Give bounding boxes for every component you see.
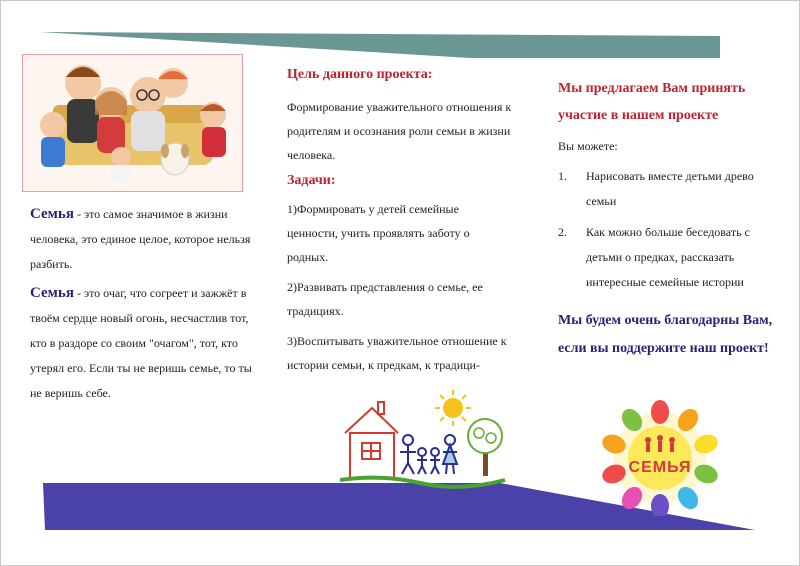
goal-heading: Цель данного проекта:	[287, 67, 433, 82]
family-term: Семья	[30, 285, 74, 301]
list-number: 1.	[558, 169, 567, 183]
list-number: 2.	[558, 225, 567, 239]
goal-text: Формирование уважительного отношения к родителям и осознания роли семьи в жизни человека.	[287, 100, 512, 162]
family-term: Семья	[30, 206, 74, 222]
task-item: 1)Формировать у детей семейные ценности, учить проявлять заботу о родных.	[287, 202, 470, 264]
invitation-heading: Мы предлагаем Вам принять участие в нашем проекте	[558, 81, 746, 123]
thanks-text: Мы будем очень благодарны Вам, если вы поддержите наш проект!	[558, 313, 773, 356]
task-item: 2)Развивать представления о семье, ее традициях.	[287, 280, 483, 318]
family-definition-2	[30, 281, 252, 406]
intro-text: Вы можете:	[558, 139, 618, 153]
house-drawing-icon	[345, 402, 398, 478]
tree-drawing-icon	[468, 419, 502, 476]
suggestions-list	[558, 164, 776, 295]
family-dolls-photo	[22, 54, 243, 192]
tasks-heading: Задачи:	[287, 173, 336, 188]
sun-drawing-icon	[435, 390, 471, 426]
column-2	[287, 67, 512, 383]
family-definition-text: - это самое значимое в жизни человека, это единое целое, которое нельзя разбить.	[30, 207, 251, 271]
task-item: 3)Воспитывать уважительное отношение к истории семьи, к предкам, к традици-	[287, 334, 507, 372]
hands-circle-logo	[598, 400, 722, 516]
family-figures-icon	[400, 435, 457, 474]
list-item	[558, 220, 776, 295]
hands-ring-icon	[600, 400, 721, 516]
logo-text: СЕМЬЯ	[628, 459, 692, 476]
family-definition-text: - это очаг, что согреет и зажжёт в твоём сердце новый огонь, несчастлив тот, кто в раздоре со своим "очагом", тот, кто утерял его. Если ты не веришь семье, то ты не веришь себе.	[30, 286, 252, 400]
family-definition-1	[30, 202, 252, 277]
list-item-text: Как можно больше беседовать с детьми о предках, рассказать интересные семейные истории	[586, 225, 750, 289]
family-drawing	[340, 388, 510, 496]
list-item	[558, 164, 776, 214]
list-item-text: Нарисовать вместе детьми древо семьи	[586, 169, 754, 208]
column-1	[30, 202, 252, 410]
column-3	[558, 75, 776, 363]
